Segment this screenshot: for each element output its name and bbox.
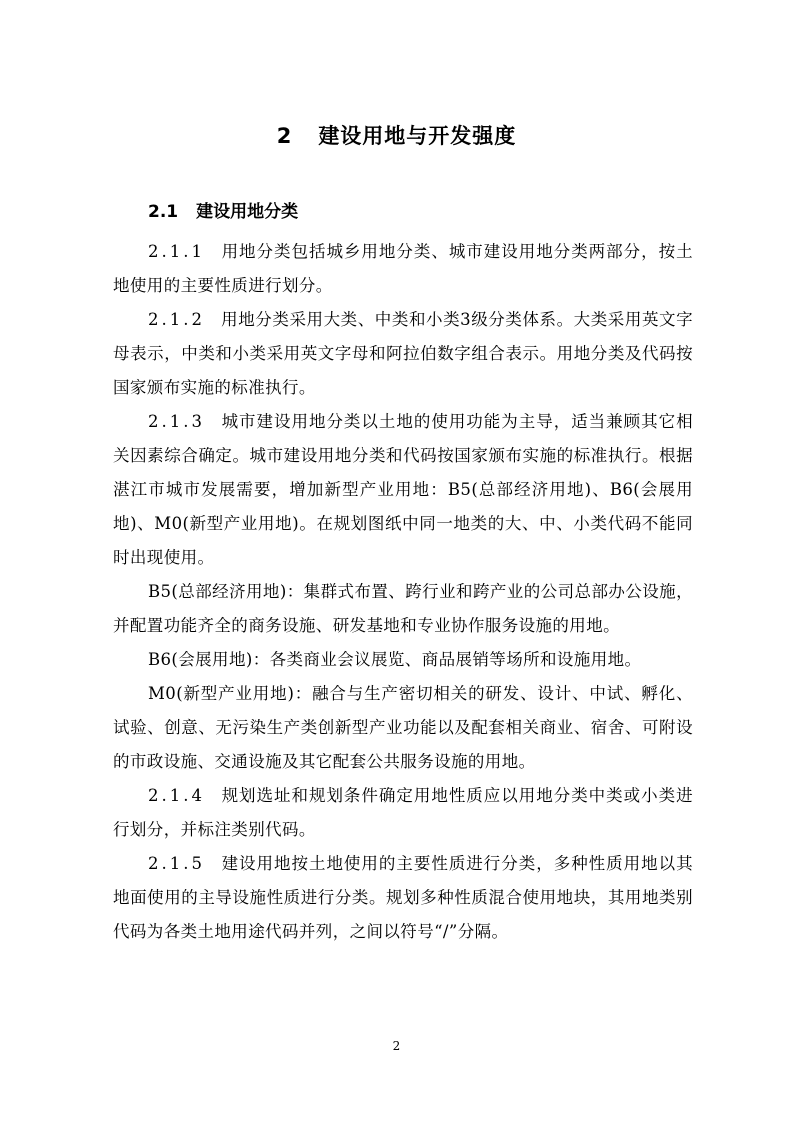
section-title: 建设用地分类 <box>196 202 299 222</box>
chapter-heading <box>0 120 793 152</box>
paragraph-text: 规划选址和规划条件确定用地性质应以用地分类中类或小类进行划分，并标注类别代码。 <box>113 786 693 839</box>
clause-number: 2.1.4 <box>148 786 205 805</box>
clause-number: 2.1.2 <box>148 310 205 329</box>
chapter-title: 建设用地与开发强度 <box>318 124 517 148</box>
paragraph-text: 用地分类包括城乡用地分类、城市建设用地分类两部分，按土地使用的主要性质进行划分。 <box>113 242 693 295</box>
section-number: 2.1 <box>148 202 179 222</box>
definition-paragraph-m0 <box>113 677 693 779</box>
paragraph-text: B6(会展用地)：各类商业会议展览、商品展销等场所和设施用地。 <box>148 650 642 669</box>
clause-paragraph <box>113 303 693 405</box>
paragraph-text: 城市建设用地分类以土地的使用功能为主导，适当兼顾其它相关因素综合确定。城市建设用地分类和代码按国家颁布实施的标准执行。根据湛江市城市发展需要，增加新型产业用地：B5(总部经济用地)、B6(会展用地)、M0(新型产业用地)。在规划图纸中同一地类的大、中、小类代码不能同时出现使用。 <box>113 412 693 567</box>
body-text <box>113 235 693 949</box>
clause-paragraph <box>113 235 693 303</box>
clause-number: 2.1.5 <box>148 854 205 873</box>
definition-paragraph-b6 <box>113 643 693 677</box>
clause-paragraph <box>113 405 693 575</box>
paragraph-text: B5(总部经济用地)：集群式布置、跨行业和跨产业的公司总部办公设施，并配置功能齐全的商务设施、研发基地和专业协作服务设施的用地。 <box>113 582 693 635</box>
chapter-number: 2 <box>276 124 293 148</box>
section-heading <box>148 198 298 226</box>
clause-paragraph <box>113 779 693 847</box>
page-number: 2 <box>392 1039 401 1053</box>
paragraph-text: 用地分类采用大类、中类和小类3级分类体系。大类采用英文字母表示，中类和小类采用英文字母和阿拉伯数字组合表示。用地分类及代码按国家颁布实施的标准执行。 <box>113 310 693 397</box>
clause-number: 2.1.1 <box>148 242 205 261</box>
paragraph-text: M0(新型产业用地)：融合与生产密切相关的研发、设计、中试、孵化、试验、创意、无污染生产类创新型产业功能以及配套相关商业、宿舍、可附设的市政设施、交通设施及其它配套公共服务设施的用地。 <box>113 684 693 771</box>
clause-number: 2.1.3 <box>148 412 205 431</box>
paragraph-text: 建设用地按土地使用的主要性质进行分类，多种性质用地以其地面使用的主导设施性质进行分类。规划多种性质混合使用地块，其用地类别代码为各类土地用途代码并列，之间以符号“/”分隔。 <box>113 854 693 941</box>
clause-paragraph <box>113 847 693 949</box>
definition-paragraph-b5 <box>113 575 693 643</box>
